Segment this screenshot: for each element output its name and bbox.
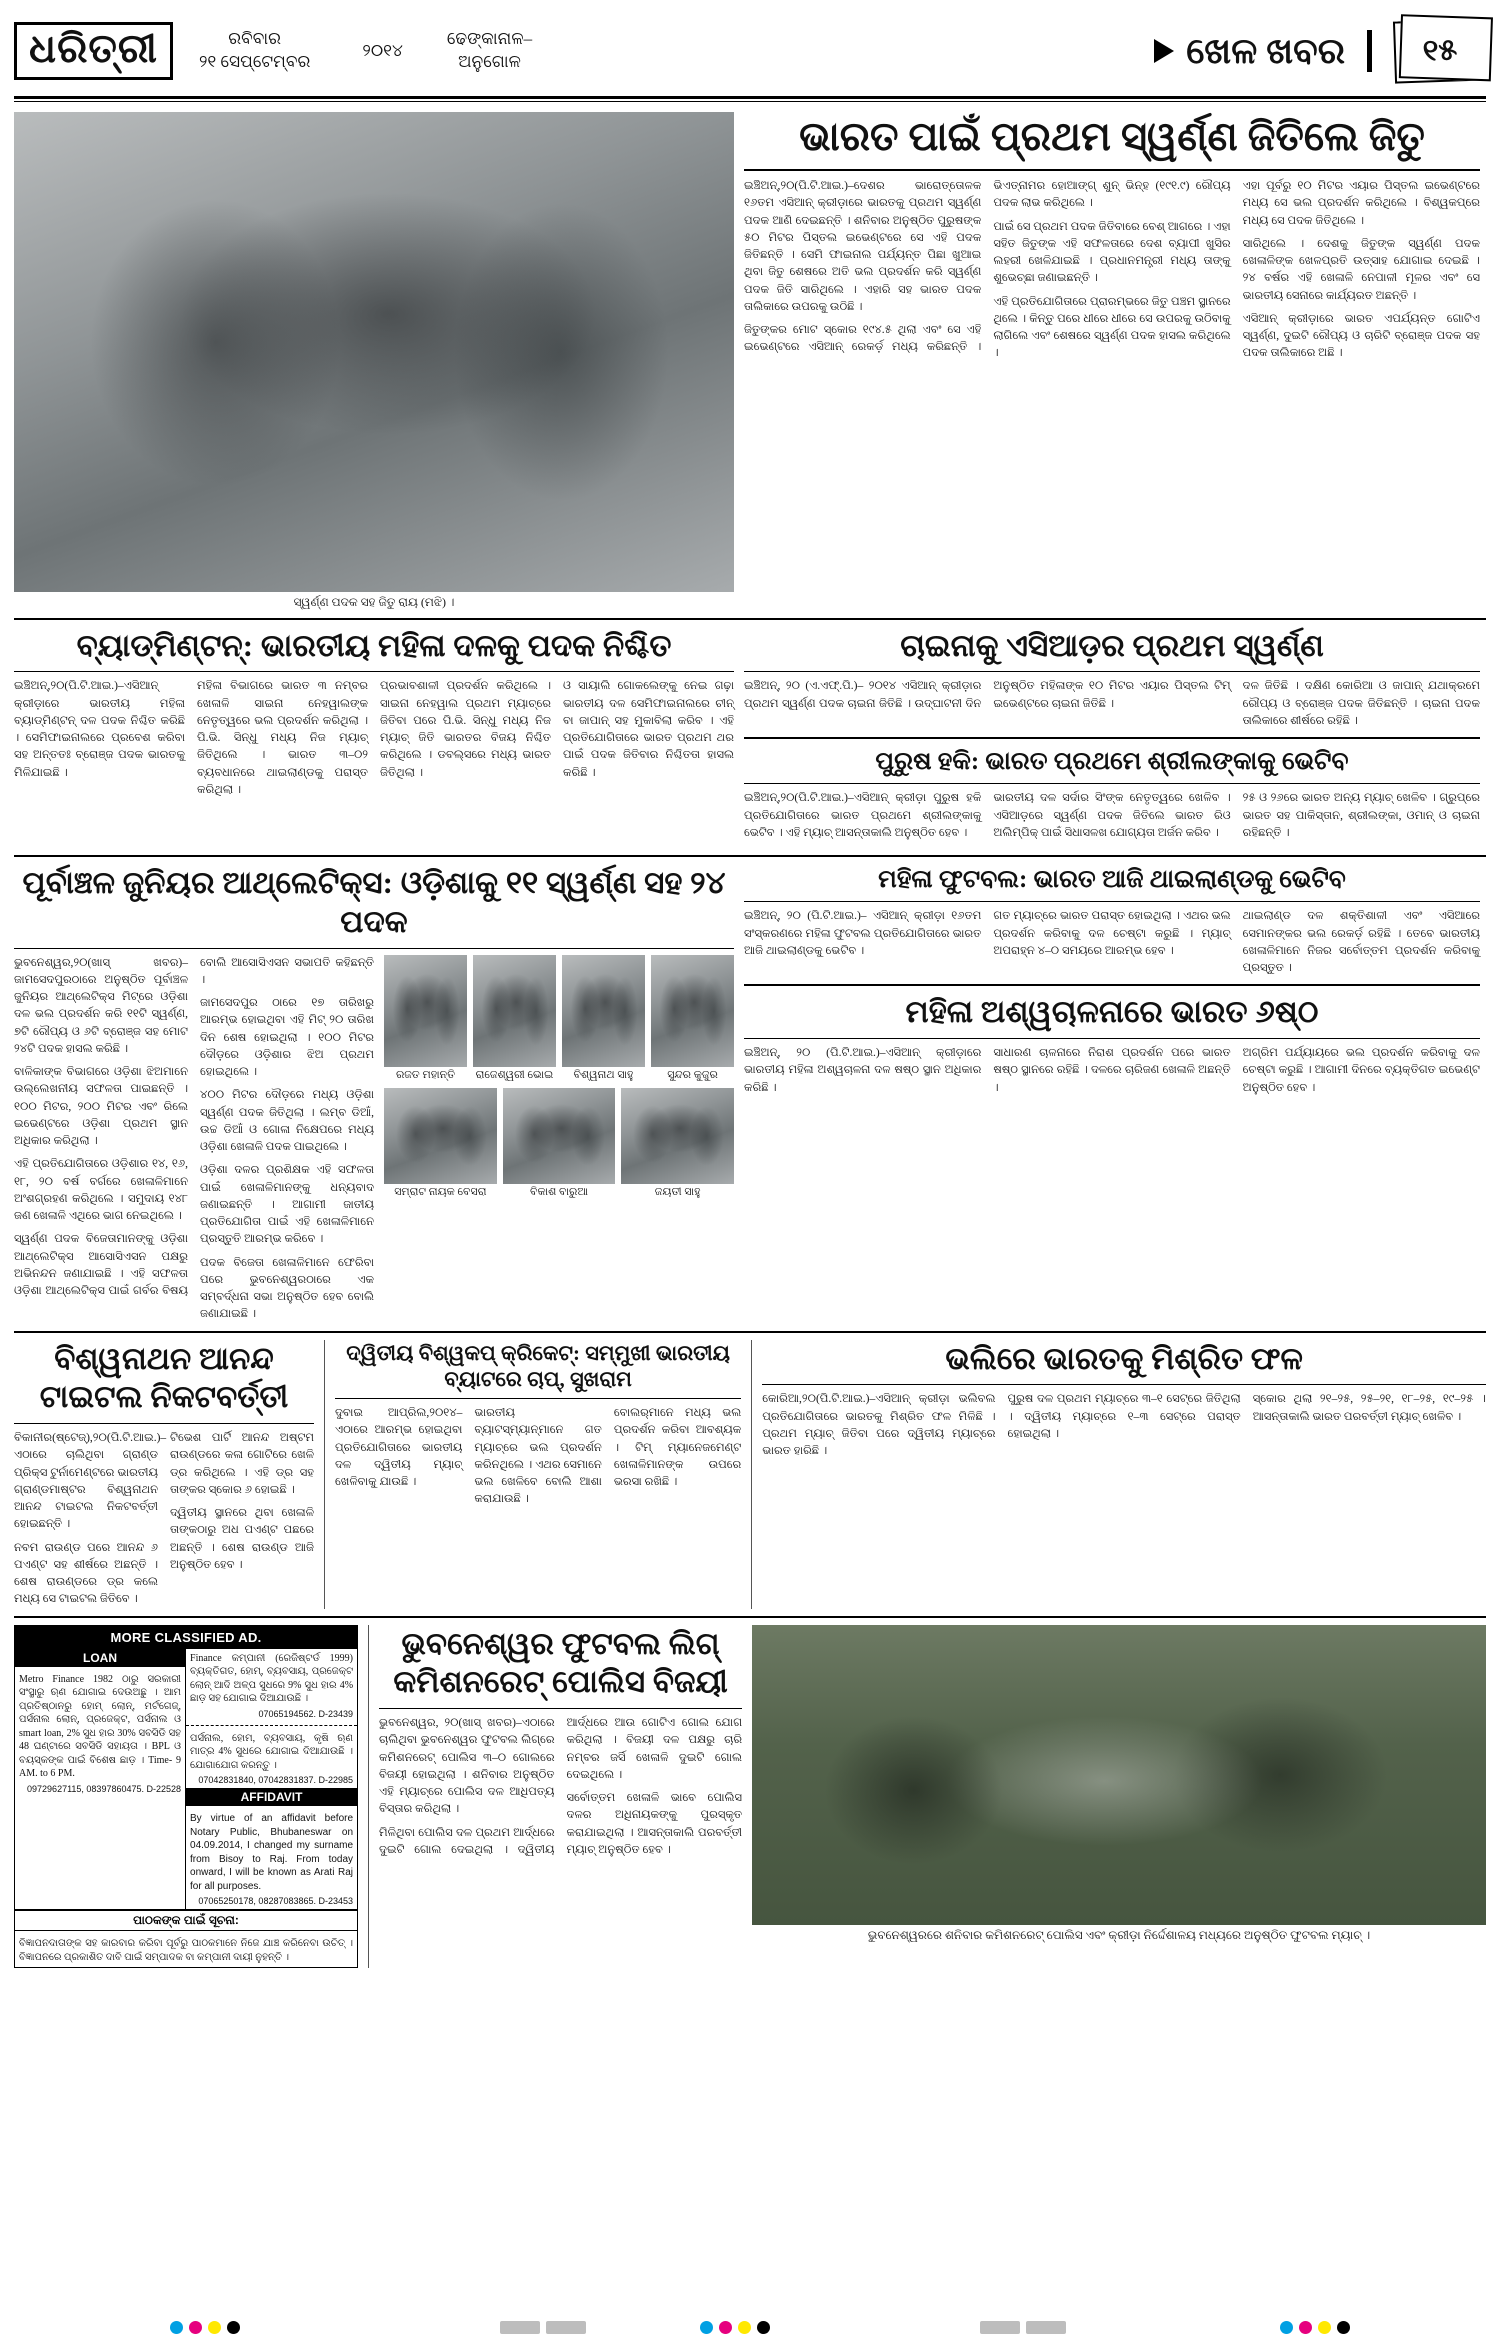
anand-para: ନବମ ରାଉଣ୍ଡ ପରେ ଆନନ୍ଦ ୬ ପଏଣ୍ଟ ସହ ଶୀର୍ଷରେ ଅଛନ୍ତି । ଶେଷ ରାଉଣ୍ଡରେ ଡ୍ର କଲେ ମଧ୍ୟ ସେ ଟାଇଟଲ ଜିତିବେ । [14, 1541, 158, 1606]
badminton-story [14, 627, 734, 849]
volleyball-body [762, 1391, 1486, 1460]
athletics-headline: ପୂର୍ବାଞ୍ଚଳ ଜୁନିୟର ଆଥ୍‌ଲେଟିକ୍‌ସ: ଓଡ଼ିଶାକୁ ୧୧ ସ୍ୱର୍ଣ୍ଣ ସହ ୨୪ ପଦକ [22, 865, 726, 939]
section-rule-2 [14, 855, 1486, 857]
athlete-name: ରଜତ ମହାନ୍ତି [395, 1068, 456, 1081]
section-rule-1 [14, 618, 1486, 620]
lead-para: ଇଞ୍ଚିଅନ୍‌,୨୦(ପି.ଟି.ଆଇ.)–ଦେଶର ଭାରୋତ୍ତୋଳକ ୧୬ତମ ଏସିଆନ୍‌ କ୍ରୀଡ଼ାରେ ଭାରତକୁ ପ୍ରଥମ ସ୍ୱର୍ଣ୍ଣ ପଦକ ଆଣି ଦେଇଛନ୍ତି । ଶନିବାର ଅନୁଷ୍ଠିତ ପୁରୁଷଙ୍କ ୫୦ ମିଟର ପିସ୍ତଲ ଇଭେଣ୍ଟରେ ସେ ଏହି ପଦକ ଜିତିଛନ୍ତି । ସେମି ଫାଇନାଲ ପର୍ଯ୍ୟନ୍ତ ପିଛା ଖୁଆଇ ଥିବା ଜିତୁ ଶେଷରେ ଅତି ଭଲ ପ୍ରଦର୍ଶନ କରି ସ୍ୱର୍ଣ୍ଣ ପଦକ ଜିତି ସାରିଥିଲେ । ଏହାରି ସହ ଭାରତ ପଦକ ତାଲିକାରେ ଉପରକୁ ଉଠିଛି । [744, 180, 982, 313]
athletics-rule [14, 948, 734, 949]
athlete-photo [621, 1088, 734, 1184]
anand-body [14, 1430, 314, 1609]
classified-subheader-loan: LOAN [15, 1649, 185, 1667]
volleyball-para: ସ୍କୋର ଥିଲା ୨୧–୨୫, ୨୫–୨୧, ୧୮–୨୫, ୧୯–୨୫ । ଆସନ୍ତାକାଲି ଭାରତ ପରବର୍ତ୍ତୀ ମ୍ୟାଚ୍‌ ଖେଳିବ । [1252, 1393, 1486, 1423]
masthead-date [173, 28, 336, 74]
play-triangle-icon [1154, 39, 1174, 63]
china-gold-para: ଇଞ୍ଚିଅନ୍‌, ୨୦ (ଏ.ଏଫ୍‌.ପି.)– ୨୦୧୪ ଏସିଆନ୍‌ କ୍ରୀଡ଼ାର ପ୍ରଥମ ସ୍ୱର୍ଣ୍ଣ ପଦକ ଚାଇନା ଜିତିଛି । ଉଦ୍‌ଘାଟନୀ ଦିନ ଅନୁଷ୍ଠିତ ମହିଳାଙ୍କ ୧୦ ମିଟର ଏୟାର ପିସ୍ତଲ ଟିମ୍‌ ଇଭେଣ୍ଟରେ ଚାଇନା ଜିତିଛି । [744, 680, 1231, 710]
womens-football-para: ଇଞ୍ଚିଅନ୍‌, ୨୦ (ପି.ଟି.ଆଇ.)– ଏସିଆନ୍‌ କ୍ରୀଡ଼ା ୧୬ତମ ସଂସ୍କରଣରେ ମହିଳା ଫୁଟବଲ ପ୍ରତିଯୋଗିତାରେ ଭାରତ ଆଜି ଥାଇଲାଣ୍ଡକୁ ଭେଟିବ । [744, 910, 982, 957]
volleyball-headline: ଭଲିରେ ଭାରତକୁ ମିଶ୍ରିତ ଫଳ [945, 1340, 1303, 1376]
china-gold-body [744, 678, 1480, 730]
top-block [14, 112, 1486, 611]
classified-ad-ref: 07065250178, 08287083865. D-23453 [198, 1896, 354, 1907]
mug-row-2 [384, 1088, 734, 1199]
hockey-rule [744, 783, 1480, 784]
classified-section [14, 1625, 358, 1969]
reg-bar-gray [500, 2321, 540, 2334]
athlete-name: ଜୟତୀ ସାହୁ [654, 1185, 701, 1198]
classified-ad-text: Finance କମ୍ପାନୀ (ରେଜିଷ୍ଟର୍ଡ 1999) ବ୍ୟକ୍ତିଗତ, ହୋମ୍‌, ବ୍ୟବସାୟ, ପ୍ରଜେକ୍ଟ ଲୋନ୍‌ ଆଦି ଅଳ୍ପ ସୁଧରେ 9% ସୁଧ ହାର 4% ଛାଡ଼ ସହ ଯୋଗାଇ ଦିଆଯାଉଛି । [190, 1652, 354, 1705]
masthead [14, 10, 1486, 92]
reg-dot-yellow [738, 2321, 751, 2334]
second-block [14, 627, 1486, 849]
hockey-para: ୨୫ ଓ ୨୬ରେ ଭାରତ ଅନ୍ୟ ମ୍ୟାଚ୍‌ ଖେଳିବ । ଗ୍ରୁପ୍‌ରେ ଭାରତ ସହ ପାକିସ୍ତାନ, ଶ୍ରୀଲଙ୍କା, ଓମାନ୍‌ ଓ ଚାଇନା ରହିଛନ୍ତି । [1242, 792, 1480, 839]
womens-football-rule [744, 901, 1480, 902]
bottom-block [14, 1625, 1486, 1969]
reg-group-3 [700, 2321, 770, 2334]
china-gold-para: ଦଳ ଜିତିଛି । ଦକ୍ଷିଣ କୋରିଆ ଓ ଜାପାନ୍‌ ଯଥାକ୍ରମେ ରୌପ୍ୟ ଓ ବ୍ରୋଞ୍ଜ ପଦକ ଜିତିଛନ୍ତି । ଚାଇନା ପଦକ ତାଲିକାରେ ଶୀର୍ଷରେ ରହିଛି । [1242, 680, 1480, 727]
lead-para: ଏହା ପୂର୍ବରୁ ୧୦ ମିଟର ଏୟାର ପିସ୍ତଲ ଇଭେଣ୍ଟରେ ମଧ୍ୟ ସେ ଭଲ ପ୍ରଦର୍ଶନ କରିଥିଲେ । ବିଶ୍ୱକପ୍‌ରେ ମଧ୍ୟ ସେ ପଦକ ଜିତିଥିଲେ । [1242, 180, 1480, 227]
lead-photo-caption: ସ୍ୱର୍ଣ୍ଣ ପଦକ ସହ ଜିତୁ ରାୟ (ମଝି) । [293, 595, 455, 609]
reg-bar-gray [1026, 2321, 1066, 2334]
masthead-edition [429, 28, 550, 74]
classified-ad-ref: 07042831840, 07042831837. D-22985 [198, 1775, 354, 1786]
mug-cell [503, 1088, 616, 1199]
athlete-name: ରାଜେଶ୍ୱରୀ ଭୋଇ [475, 1068, 554, 1081]
mug-row-1 [384, 955, 734, 1082]
bbsr-rule [379, 1708, 742, 1709]
equestrian-rule [744, 1038, 1480, 1039]
mug-cell [651, 955, 734, 1082]
mug-cell [384, 955, 467, 1082]
section-header [1154, 20, 1486, 82]
badminton-para: ଓ ସାୟାଲି ଗୋକଲେଙ୍କୁ ନେଇ ଗଢ଼ା ଭାରତୀୟ ଦଳ ସେମିଫାଇନାଲରେ ଚୀନ୍‌ ବା ଜାପାନ୍‌ ସହ ମୁକାବିଲା କରିବ । ଏହି ପ୍ରତିଯୋଗିତାରେ ଭାରତ ପ୍ରଥମ ଥର ପାଇଁ ପଦକ ଜିତିବାର ନିଶ୍ଚିତତା ହାସଲ କରିଛି । [563, 680, 734, 779]
anand-para: ଟିଭେଶ ପାର୍ଟି ଆନନ୍ଦ ଅଷ୍ଟମ ରାଉଣ୍ଡରେ କଳା ଗୋଟିରେ ଖେଳି ଡ୍ର କରିଥିଲେ । ଏହି ଡ୍ର ସହ ତାଙ୍କର ସ୍କୋର ୬ ହୋଇଛି । [170, 1432, 314, 1496]
athlete-photo [651, 955, 734, 1067]
reg-dot-cyan [1280, 2321, 1293, 2334]
anand-rule [14, 1423, 314, 1424]
hockey-headline: ପୁରୁଷ ହକି: ଭାରତ ପ୍ରଥମେ ଶ୍ରୀଲଙ୍କାକୁ ଭେଟିବ [875, 748, 1349, 776]
bbsr-headline-line1: ଭୁବନେଶ୍ୱର ଫୁଟବଲ ଲିଗ୍‌ [401, 1625, 720, 1661]
athlete-photo [503, 1088, 616, 1184]
athlete-name: ବିକାଶ ବାରୁଆ [529, 1185, 589, 1198]
athlete-name: ସୁନ୍ଦର କୁଜୁର [667, 1068, 718, 1081]
bbsr-para: ମିଳିଥିବା ପୋଲିସ ଦଳ ପ୍ରଥମ ଆର୍ଦ୍ଧରେ ଦୁଇଟି ଗୋଲ ଦେଇଥିଲା । ଦ୍ୱିତୀୟ ଆର୍ଦ୍ଧରେ ଆଉ ଗୋଟିଏ ଗୋଲ ଯୋଗ କରିଥିଲା । ବିଜୟୀ ଦଳ ପକ୍ଷରୁ ଚାରି ନମ୍ବର ଜର୍ସି ଖେଳାଳି ଦୁଇଟି ଗୋଲ ଦେଇଥିଲେ । [379, 1717, 743, 1856]
athletics-para: ସ୍ୱର୍ଣ୍ଣ ପଦକ ବିଜେତାମାନଙ୍କୁ ଓଡ଼ିଶା ଆଥ୍‌ଲେଟିକ୍‌ସ ଆସୋସିଏସନ ପକ୍ଷରୁ ଅଭିନନ୍ଦନ ଜଣାଯାଇଛି । ଏହି ସଫଳତା ଓଡ଼ିଶା ଆଥ୍‌ଲେଟିକ୍‌ସ ପାଇଁ ଗର୍ବର ବିଷୟ ବୋଲି ଆସୋସିଏସନ ସଭାପତି କହିଛନ୍ତି । [14, 956, 374, 1298]
reg-dot-magenta [1299, 2321, 1312, 2334]
lead-body [744, 178, 1480, 365]
athletics-mugshots [384, 955, 734, 1324]
hockey-para: ଭାରତୀୟ ଦଳ ସର୍ଦାର ସିଂଙ୍କ ନେତୃତ୍ୱରେ ଖେଳିବ । ଏସିଆଡ଼ରେ ସ୍ୱର୍ଣ୍ଣ ପଦକ ଜିତିଲେ ଭାରତ ରିଓ ଅଲିମ୍ପିକ୍‌ ପାଇଁ ସିଧାସଳଖ ଯୋଗ୍ୟତା ଅର୍ଜନ କରିବ । [993, 792, 1231, 839]
athlete-name: ସମ୍ରାଟ ନାୟକ ବେସରା [394, 1185, 487, 1198]
mug-cell [621, 1088, 734, 1199]
twenty20-para: ବୋଲର୍‌ମାନେ ମଧ୍ୟ ଭଲ ପ୍ରଦର୍ଶନ କରିବା ଆବଶ୍ୟକ । ଟିମ୍‌ ମ୍ୟାନେଜମେଣ୍ଟ ଖେଳାଳିମାନଙ୍କ ଉପରେ ଭରସା ରଖିଛି । [613, 1407, 742, 1489]
reg-group-2 [500, 2321, 586, 2334]
athletics-layout [14, 955, 734, 1324]
reg-dot-yellow [1318, 2321, 1331, 2334]
reg-bar-gray [980, 2321, 1020, 2334]
athletics-para: ପଦକ ବିଜେତା ଖେଳାଳିମାନେ ଫେରିବା ପରେ ଭୁବନେଶ୍ୱରଠାରେ ଏକ ସମ୍ବର୍ଦ୍ଧନା ସଭା ଅନୁଷ୍ଠିତ ହେବ ବୋଲି ଜଣାଯାଇଛି । [200, 1256, 374, 1321]
reg-bar-gray [546, 2321, 586, 2334]
reg-dot-black [227, 2321, 240, 2334]
equestrian-para: ଅଗ୍ରିମ ପର୍ଯ୍ୟାୟରେ ଭଲ ପ୍ରଦର୍ଶନ କରିବାକୁ ଦଳ ଚେଷ୍ଟା କରୁଛି । ଆଗାମୀ ଦିନରେ ବ୍ୟକ୍ତିଗତ ଇଭେଣ୍ଟ ଅନୁଷ୍ଠିତ ହେବ । [1242, 1047, 1480, 1094]
badminton-headline: ବ୍ୟାଡ୍‌ମିଣ୍ଟନ୍‌: ଭାରତୀୟ ମହିଳା ଦଳକୁ ପଦକ ନିଶ୍ଚିତ [76, 627, 672, 663]
twenty20-headline: ଦ୍ୱିତୀୟ ବିଶ୍ୱକପ୍‌ କ୍ରିକେଟ୍‌: ସମ୍ମୁଖୀ ଭାରତୀୟ ବ୍ୟାଟରେ ଚାପ୍‌, ସୁଖରାମ [346, 1340, 730, 1391]
athlete-photo [473, 955, 556, 1067]
equestrian-rule-top [744, 984, 1480, 986]
twenty20-para: ଦୁବାଇ ଆପ୍ରିଲ,୨୦୧୪–ଏଠାରେ ଆରମ୍ଭ ହୋଇଥିବା ପ୍ରତିଯୋଗିତାରେ ଭାରତୀୟ ଦଳ ଦ୍ୱିତୀୟ ମ୍ୟାଚ୍‌ ଖେଳିବାକୁ ଯାଉଛି । [335, 1407, 463, 1489]
athlete-photo [384, 955, 467, 1067]
masthead-edition-line1: ଢେଙ୍କାନାଳ– [446, 29, 533, 49]
athletics-para: ବାଳିକାଙ୍କ ବିଭାଗରେ ଓଡ଼ିଶା ଝିଅମାନେ ଉଲ୍ଲେଖନୀୟ ସଫଳତା ପାଇଛନ୍ତି । ୧୦୦ ମିଟର, ୨୦୦ ମିଟର ଏବଂ ରିଲେ ଇଭେଣ୍ଟରେ ଓଡ଼ିଶା ପ୍ରଥମ ସ୍ଥାନ ଅଧିକାର କରିଥିଲା । [14, 1066, 188, 1148]
reg-dot-black [757, 2321, 770, 2334]
athletics-para: ଏହି ପ୍ରତିଯୋଗିତାରେ ଓଡ଼ିଶାର ୧୪, ୧୬, ୧୮, ୨୦ ବର୍ଷ ବର୍ଗରେ ଖେଳାଳିମାନେ ଅଂଶଗ୍ରହଣ କରିଥିଲେ । ସମୁଦାୟ ୧୪୮ ଜଣ ଖେଳାଳି ଏଥିରେ ଭାଗ ନେଇଥିଲେ । [14, 1158, 188, 1223]
reader-notice-text: ବିଜ୍ଞାପନଦାତାଙ୍କ ସହ କାରବାର କରିବା ପୂର୍ବରୁ ପାଠକମାନେ ନିଜେ ଯାଞ୍ଚ କରିନେବା ଉଚିତ୍‌ । ବିଜ୍ଞାପନରେ ପ୍ରକାଶିତ ଦାବି ପାଇଁ ସମ୍ପାଦକ ବା କମ୍ପାନୀ ଦାୟୀ ନୁହନ୍ତି । [19, 1938, 354, 1963]
china-gold-story [744, 627, 1480, 849]
badminton-para: ପ୍ରଭାବଶାଳୀ ପ୍ରଦର୍ଶନ କରିଥିଲେ । ସାଇନା ନେହୱାଲ ପ୍ରଥମ ମ୍ୟାଚ୍‌ରେ ଜିତିବା ପରେ ପି.ଭି. ସିନ୍ଧୁ ମଧ୍ୟ ନିଜ ମ୍ୟାଚ୍‌ ଜିତି ଭାରତର ବିଜୟ ନିଶ୍ଚିତ କରିଥିଲେ । ଡବଲ୍‌ସରେ ମଧ୍ୟ ଭାରତ ଜିତିଥିଲା । [380, 680, 551, 779]
twenty20-body [335, 1405, 741, 1509]
reg-dot-magenta [719, 2321, 732, 2334]
twenty20-story [324, 1340, 741, 1609]
womens-football-para: ଗତ ମ୍ୟାଚ୍‌ରେ ଭାରତ ପରାସ୍ତ ହୋଇଥିଲା । ଏଥର ଭଲ ପ୍ରଦର୍ଶନ କରିବାକୁ ଦଳ ଚେଷ୍ଟା କରୁଛି । ମ୍ୟାଚ୍‌ ଅପରାହ୍ନ ୪–୦ ସମୟରେ ଆରମ୍ଭ ହେବ । [993, 910, 1231, 957]
volleyball-para: ପୁରୁଷ ଦଳ ପ୍ରଥମ ମ୍ୟାଚ୍‌ରେ ୩–୧ ସେଟ୍‌ରେ ଜିତିଥିଲା । ଦ୍ୱିତୀୟ ମ୍ୟାଚ୍‌ରେ ୧–୩ ସେଟ୍‌ରେ ପରାସ୍ତ ହୋଇଥିଲା । [1007, 1393, 1241, 1440]
classified-box [14, 1625, 358, 1969]
lead-para: ପାଇଁ ସେ ପ୍ରଥମ ପଦକ ଜିତିବାରେ ବେଶ୍‌ ଆଗରେ । ଏହା ସହିତ ଜିତୁଙ୍କ ଏହି ସଫଳତାରେ ଦେଶ ବ୍ୟାପୀ ଖୁସିର ଲହରୀ ଖେଳିଯାଇଛି । ପ୍ରଧାନମନ୍ତ୍ରୀ ମଧ୍ୟ ତାଙ୍କୁ ଶୁଭେଚ୍ଛା ଜଣାଇଛନ୍ତି । [993, 220, 1231, 285]
equestrian-para: ସାଧାରଣ ଚାଳନାରେ ନିରାଶ ପ୍ରଦର୍ଶନ ପରେ ଭାରତ ଷଷ୍ଠ ସ୍ଥାନରେ ରହିଛି । ଦଳରେ ଚାରିଜଣ ଖେଳାଳି ଅଛନ୍ତି । [993, 1047, 1231, 1094]
reg-group-4 [980, 2321, 1066, 2334]
athletics-para: ଓଡ଼ିଶା ଦଳର ପ୍ରଶିକ୍ଷକ ଏହି ସଫଳତା ପାଇଁ ଖେଳାଳିମାନଙ୍କୁ ଧନ୍ୟବାଦ ଜଣାଇଛନ୍ତି । ଆଗାମୀ ଜାତୀୟ ପ୍ରତିଯୋଗିତା ପାଇଁ ଏହି ଖେଳାଳିମାନେ ପ୍ରସ୍ତୁତି ଆରମ୍ଭ କରିବେ । [200, 1164, 374, 1246]
lead-para: ଏସିଆନ୍‌ କ୍ରୀଡ଼ାରେ ଭାରତ ଏପର୍ଯ୍ୟନ୍ତ ଗୋଟିଏ ସ୍ୱର୍ଣ୍ଣ, ଦୁଇଟି ରୌପ୍ୟ ଓ ଚାରିଟି ବ୍ରୋଞ୍ଜ ପଦକ ସହ ପଦକ ତାଲିକାରେ ଅଛି । [1242, 312, 1480, 360]
anand-story [14, 1340, 314, 1609]
athlete-photo [384, 1088, 497, 1184]
anand-para: ଦ୍ୱିତୀୟ ସ୍ଥାନରେ ଥିବା ଖେଳାଳି ତାଙ୍କଠାରୁ ଅଧ ପଏଣ୍ଟ ପଛରେ ଅଛନ୍ତି । ଶେଷ ରାଉଣ୍ଡ ଆଜି ଅନୁଷ୍ଠିତ ହେବ । [170, 1507, 314, 1571]
classified-header: MORE CLASSIFIED AD. [15, 1626, 357, 1649]
classified-ad-ref: 07065194562. D-23439 [258, 1708, 354, 1719]
masthead-edition-line2: ଅନୁଗୋଳ [458, 52, 521, 71]
badminton-para: ଇଞ୍ଚିଅନ୍‌,୨୦(ପି.ଟି.ଆଇ.)–ଏସିଆନ୍‌ କ୍ରୀଡ଼ାରେ ଭାରତୀୟ ମହିଳା ବ୍ୟାଡ୍‌ମିଣ୍ଟନ୍‌ ଦଳ ପଦକ ନିଶ୍ଚିତ କରିଛି । ସେମିଫାଇନାଲରେ ପ୍ରବେଶ କରିବା ସହ ଅନ୍ତତଃ ବ୍ରୋଞ୍ଜ ପଦକ ଭାରତକୁ ମିଳିଯାଇଛି । [14, 680, 185, 779]
badminton-rule [14, 671, 734, 672]
classified-footer [15, 1909, 357, 1967]
masthead-daymonth: ୨୧ ସେପ୍ଟେମ୍ବର [198, 52, 311, 71]
masthead-year: ୨୦୧୪ [362, 40, 403, 60]
lead-rule [744, 169, 1480, 171]
section-rule-4 [14, 1616, 1486, 1618]
mug-cell [384, 1088, 497, 1199]
equestrian-body [744, 1045, 1480, 1103]
twenty20-rule [335, 1398, 741, 1399]
section-title: ଖେଳ ଖବର [1186, 30, 1345, 71]
fourth-block [14, 1340, 1486, 1609]
reg-dot-black [1337, 2321, 1350, 2334]
football-photo-caption: ଭୁବନେଶ୍ୱରରେ ଶନିବାର କମିଶନରେଟ୍‌ ପୋଲିସ ଏବଂ କ୍ରୀଡ଼ା ନିର୍ଦ୍ଦେଶାଳୟ ମଧ୍ୟରେ ଅନୁଷ୍ଠିତ ଫୁଟବଲ ମ୍ୟାଚ୍‌ । [867, 1927, 1371, 1942]
badminton-body [14, 678, 734, 799]
registration-bar [0, 2312, 1500, 2338]
hockey-para: ଇଞ୍ଚିଅନ୍‌,୨୦(ପି.ଟି.ଆଇ.)–ଏସିଆନ୍‌ କ୍ରୀଡ଼ା ପୁରୁଷ ହକି ପ୍ରତିଯୋଗିତାରେ ଭାରତ ପ୍ରଥମେ ଶ୍ରୀଲଙ୍କାକୁ ଭେଟିବ । ଏହି ମ୍ୟାଚ୍‌ ଆସନ୍ତାକାଲି ଅନୁଷ୍ଠିତ ହେବ । [744, 792, 982, 839]
lead-photo-block [14, 112, 734, 611]
athletics-para: ଭୁବନେଶ୍ୱର,୨୦(ଖାସ୍‌ ଖବର)–ଜାମସେଦପୁରଠାରେ ଅନୁଷ୍ଠିତ ପୂର୍ବାଞ୍ଚଳ ଜୁନିୟର ଆଥ୍‌ଲେଟିକ୍‌ସ ମିଟ୍‌ରେ ଓଡ଼ିଶା ଦଳ ଭଲ ପ୍ରଦର୍ଶନ କରି ୧୧ଟି ସ୍ୱର୍ଣ୍ଣ, ୭ଟି ରୌପ୍ୟ ଓ ୬ଟି ବ୍ରୋଞ୍ଜ ସହ ମୋଟ ୨୪ଟି ପଦକ ହାସଲ କରିଛି । [14, 956, 188, 1055]
reg-dot-magenta [189, 2321, 202, 2334]
anand-headline-line1: ବିଶ୍ୱନାଥନ ଆନନ୍ଦ [54, 1340, 274, 1376]
womens-football-body [744, 908, 1480, 977]
classified-columns [15, 1649, 357, 1910]
classified-ad-text: By virtue of an affidavit before Notary Public, Bhubaneswar on 04.09.2014, I changed my surname from Bisoy to Raj. From today onward, I will be known as Arati Raj for all purposes. [190, 1813, 354, 1892]
equestrian-para: ଇଞ୍ଚିଅନ୍‌, ୨୦ (ପି.ଟି.ଆଇ.)–ଏସିଆନ୍‌ କ୍ରୀଡ଼ାରେ ଭାରତୀୟ ମହିଳା ଅଶ୍ୱଚାଳନା ଦଳ ଷଷ୍ଠ ସ୍ଥାନ ଅଧିକାର କରିଛି । [744, 1047, 982, 1094]
masthead-day: ରବିବାର [228, 29, 282, 49]
equestrian-headline: ମହିଳା ଅଶ୍ୱଚାଳନାରେ ଭାରତ ୬ଷ୍ଠ [905, 994, 1319, 1030]
volleyball-rule [762, 1384, 1486, 1385]
badminton-para: ମହିଳା ବିଭାଗରେ ଭାରତ ୩ ନମ୍ବର ଖେଳାଳି ସାଇନା ନେହୱାଲଙ୍କ ନେତୃତ୍ୱରେ ଭଲ ପ୍ରଦର୍ଶନ କରିଥିଲା । ପି.ଭି. ସିନ୍ଧୁ ମଧ୍ୟ ନିଜ ମ୍ୟାଚ୍‌ ଜିତିଥିଲେ । ଭାରତ ୩–୦୨ ବ୍ୟବଧାନରେ ଥାଇଲାଣ୍ଡକୁ ପରାସ୍ତ କରିଥିଲା । [197, 680, 368, 796]
classified-ad-text: ପର୍ସନାଲ, ହୋମ, ବ୍ୟବସାୟ, କୃଷି ଋଣ ମାତ୍ର 4% ସୁଧରେ ଯୋଗାଇ ଦିଆଯାଉଛି । ଯୋଗାଯୋଗ କରନ୍ତୁ । [190, 1732, 354, 1771]
publication-logo: ଧରିତ୍ରୀ [14, 22, 173, 80]
football-match-photo [752, 1625, 1486, 1925]
lead-para: ଜିତୁଙ୍କର ମୋଟ ସ୍କୋର ୧୯୪.୫ ଥିଲା ଏବଂ ସେ ଏହି ଇଭେଣ୍ଟରେ ଏସିଆନ୍‌ ରେକର୍ଡ଼ ମଧ୍ୟ କରିଛନ୍ତି । ଭିଏତ୍‌ନାମର ହୋଆଙ୍ଗ୍‌ ଶୁନ୍‌ ଭିନ୍‌ହ (୧୯୧.୯) ରୌପ୍ୟ ପଦକ ଲାଭ କରିଥିଲେ । [744, 180, 1231, 354]
reg-dot-yellow [208, 2321, 221, 2334]
reg-group-5 [1280, 2321, 1350, 2334]
twenty20-para: ଭାରତୀୟ ବ୍ୟାଟସ୍‌ମ୍ୟାନ୍‌ମାନେ ଗତ ମ୍ୟାଚ୍‌ରେ ଭଲ ପ୍ରଦର୍ଶନ କରିନଥିଲେ । ଏଥର ସେମାନେ ଭଲ ଖେଳିବେ ବୋଲି ଆଶା କରାଯାଉଛି । [474, 1407, 602, 1506]
football-photo-block [752, 1625, 1486, 1969]
section-rule-3 [14, 1331, 1486, 1333]
lead-para: ଏହି ପ୍ରତିଯୋଗିତାରେ ପ୍ରାରମ୍ଭରେ ଜିତୁ ପଞ୍ଚମ ସ୍ଥାନରେ ଥିଲେ । କିନ୍ତୁ ପରେ ଧୀରେ ଧୀରେ ସେ ଉପରକୁ ଉଠିବାକୁ ଲାଗିଲେ ଏବଂ ଶେଷରେ ସ୍ୱର୍ଣ୍ଣ ପଦକ ହାସଲ କରିଥିଲେ । [993, 295, 1231, 360]
third-block [14, 864, 1486, 1324]
page-number-badge: ୧୫ [1393, 18, 1487, 83]
athlete-photo [562, 955, 645, 1067]
right-stack-2 [744, 864, 1480, 1324]
volleyball-para: କୋରିଆ,୨୦(ପି.ଟି.ଆଇ.)–ଏସିଆନ୍‌ କ୍ରୀଡ଼ା ଭଲିବଲ ପ୍ରତିଯୋଗିତାରେ ଭାରତକୁ ମିଶ୍ରିତ ଫଳ ମିଳିଛି । ପ୍ରଥମ ମ୍ୟାଚ୍‌ ଜିତିବା ପରେ ଦ୍ୱିତୀୟ ମ୍ୟାଚ୍‌ରେ ଭାରତ ହାରିଛି । [762, 1393, 996, 1458]
womens-football-headline: ମହିଳା ଫୁଟବଲ: ଭାରତ ଆଜି ଥାଇଲାଣ୍ଡକୁ ଭେଟିବ [878, 866, 1346, 894]
lead-photo [14, 112, 734, 592]
lead-story [744, 112, 1480, 611]
classified-ad-ref: 09729627115, 08397860475. D-22528 [27, 1783, 182, 1794]
hockey-rule-top [744, 737, 1480, 739]
athletics-text [14, 955, 374, 1324]
womens-football-para: ଥାଇଲାଣ୍ଡ ଦଳ ଶକ୍ତିଶାଳୀ ଏବଂ ଏସିଆରେ ସେମାନଙ୍କର ଭଲ ରେକର୍ଡ଼ ରହିଛି । ତେବେ ଭାରତୀୟ ଖେଳାଳିମାନେ ନିଜର ସର୍ବୋତ୍ତମ ପ୍ରଦର୍ଶନ କରିବାକୁ ପ୍ରସ୍ତୁତ । [1242, 910, 1480, 975]
anand-para: ବିକାନୀର(ଷ୍ଟେଜ୍‌),୨୦(ପି.ଟି.ଆଇ.)–ଏଠାରେ ଚାଲିଥିବା ଗ୍ରାଣ୍ଡ ପ୍ରିକ୍ସ ଟୁର୍ନାମେଣ୍ଟରେ ଭାରତୀୟ ଗ୍ରାଣ୍ଡମାଷ୍ଟର ବିଶ୍ୱନାଥନ ଆନନ୍ଦ ଟାଇଟଲ ନିକଟବର୍ତ୍ତୀ ହୋଇଛନ୍ତି । [14, 1432, 167, 1531]
reader-notice-title: ପାଠକଙ୍କ ପାଇଁ ସୂଚନା: [15, 1910, 357, 1931]
hockey-body [744, 790, 1480, 848]
athletics-para: ଜାମସେଦପୁର ଠାରେ ୧୭ ତାରିଖରୁ ଆରମ୍ଭ ହୋଇଥିବା ଏହି ମିଟ୍‌ ୨୦ ତାରିଖ ଦିନ ଶେଷ ହୋଇଥିଲା । ୧୦୦ ମିଟର ଦୌଡ଼ରେ ଓଡ଼ିଶାର ଝିଅ ପ୍ରଥମ ହୋଇଥିଲେ । [200, 997, 374, 1079]
classified-col-1 [15, 1649, 186, 1910]
reg-group-1 [170, 2321, 240, 2334]
bbsr-para: ସର୍ବୋତ୍ତମ ଖେଳାଳି ଭାବେ ପୋଲିସ ଦଳର ଅଧିନାୟକଙ୍କୁ ପୁରସ୍କୃତ କରାଯାଇଥିଲା । ଆସନ୍ତାକାଲି ପରବର୍ତ୍ତୀ ମ୍ୟାଚ୍‌ ଅନୁଷ୍ଠିତ ହେବ । [566, 1792, 743, 1856]
mug-cell [473, 955, 556, 1082]
china-gold-rule [744, 671, 1480, 672]
lead-headline: ଭାରତ ପାଇଁ ପ୍ରଥମ ସ୍ୱର୍ଣ୍ଣ ଜିତିଲେ ଜିତୁ [799, 114, 1425, 159]
athletics-para: ୪୦୦ ମିଟର ଦୌଡ଼ରେ ମଧ୍ୟ ଓଡ଼ିଶା ସ୍ୱର୍ଣ୍ଣ ପଦକ ଜିତିଥିଲା । ଲମ୍ବ ଡିଆଁ, ଉଚ୍ଚ ଡିଆଁ ଓ ଗୋଳା ନିକ୍ଷେପରେ ମଧ୍ୟ ଓଡ଼ିଶା ଖେଳାଳି ପଦକ ପାଇଥିଲେ । [200, 1089, 374, 1154]
classified-divider [186, 1725, 357, 1726]
athletics-body [14, 955, 374, 1324]
athlete-name: ବିଶ୍ୱନାଥ ସାହୁ [573, 1068, 634, 1081]
lead-para: ସାରିଥିଲେ । ଦେଶକୁ ଜିତୁଙ୍କ ସ୍ୱର୍ଣ୍ଣ ପଦକ ଖେଳାଳିଙ୍କ ଖେଳପ୍ରତି ଉତ୍ସାହ ଯୋଗାଇ ଦେଇଛି । ୨୪ ବର୍ଷର ଏହି ଖେଳାଳି ନେପାଳୀ ମୂଳର ଏବଂ ସେ ଭାରତୀୟ ସେନାରେ କାର୍ଯ୍ୟରତ ଅଛନ୍ତି । [1242, 237, 1480, 302]
classified-col-2 [186, 1649, 357, 1910]
classified-ad-text: Metro Finance 1982 ଠାରୁ ସରକାରୀ ସଂସ୍ଥାରୁ ଋଣ ଯୋଗାଇ ଦେଉଅଛୁ । ଆମ ପ୍ରତିଷ୍ଠାନରୁ ହୋମ୍‌ ଲୋନ୍‌, ମର୍ଟଗେଜ୍‌, ପର୍ସନାଲ ଲୋନ୍‌, ପ୍ରଜେକ୍ଟ, ପର୍ସନାଲ ଓ smart loan, 2% ସୁଧ ହାର 30% ସବସିଡି ସହ 48 ଘଣ୍ଟାରେ ସବସିଡି ସହାୟତା । BPL ଓ ବୟସ୍କଙ୍କ ପାଇଁ ବିଶେଷ ଛାଡ଼ । Time- 9 AM. to 6 PM. [19, 1673, 182, 1780]
bbsr-body [379, 1715, 742, 1862]
bbsr-headline-line2: କମିଶନରେଟ୍‌ ପୋଲିସ ବିଜୟୀ [393, 1664, 728, 1700]
mug-cell [562, 955, 645, 1082]
section-divider [1367, 30, 1372, 72]
china-gold-headline: ଚାଇନାକୁ ଏସିଆଡ଼ର ପ୍ରଥମ ସ୍ୱର୍ଣ୍ଣ [900, 627, 1324, 663]
masthead-rule [14, 96, 1486, 102]
classified-subheader-affidavit: AFFIDAVIT [186, 1788, 357, 1806]
volleyball-story [751, 1340, 1486, 1609]
reg-dot-cyan [170, 2321, 183, 2334]
anand-headline-line2: ଟାଇଟଲ ନିକଟବର୍ତ୍ତୀ [39, 1379, 289, 1415]
bbsr-para: ଭୁବନେଶ୍ୱର, ୨୦(ଖାସ୍‌ ଖବର)–ଏଠାରେ ଚାଲିଥିବା ଭୁବନେଶ୍ୱର ଫୁଟବଲ ଲିଗ୍‌ରେ କମିଶନରେଟ୍‌ ପୋଲିସ ୩–୦ ଗୋଲରେ ବିଜୟୀ ହୋଇଥିଲା । ଶନିବାର ଅନୁଷ୍ଠିତ ଏହି ମ୍ୟାଚ୍‌ରେ ପୋଲିସ ଦଳ ଆଧିପତ୍ୟ ବିସ୍ତାର କରିଥିଲା । [379, 1717, 555, 1816]
athletics-story [14, 864, 734, 1324]
reg-dot-cyan [700, 2321, 713, 2334]
bbsr-league-story [368, 1625, 742, 1969]
